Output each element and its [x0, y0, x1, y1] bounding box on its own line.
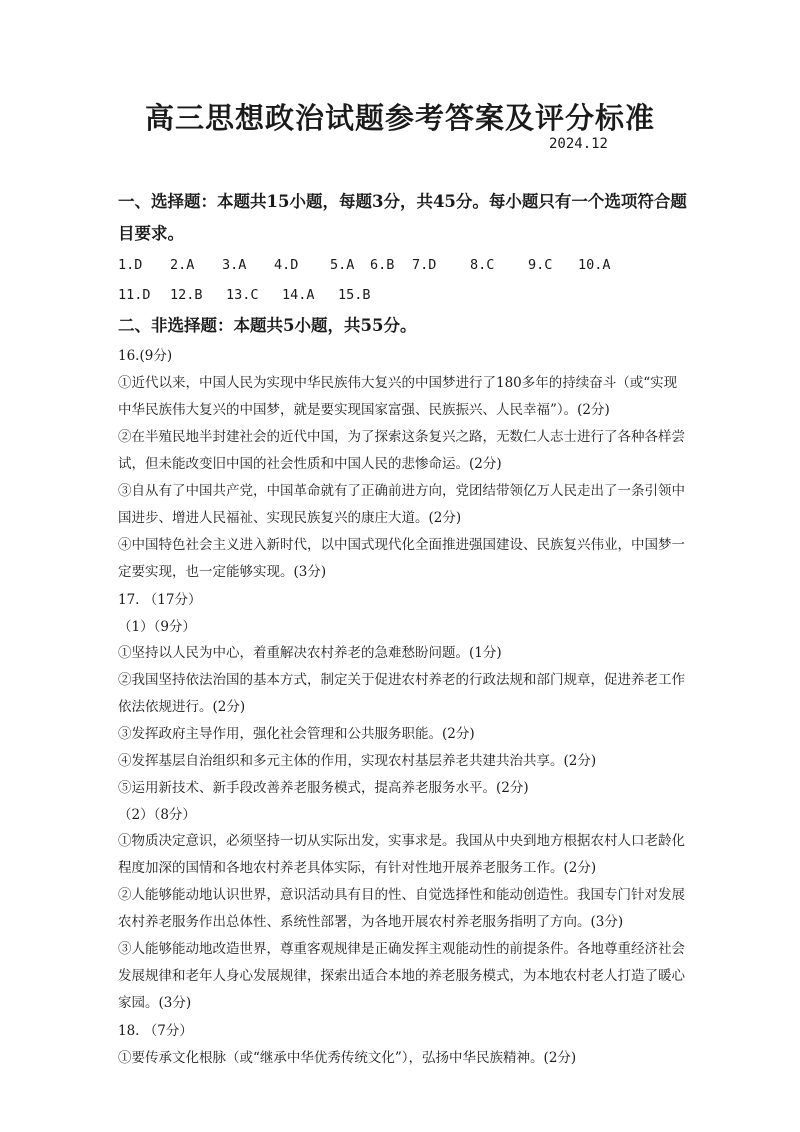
answer-point: ①物质决定意识，必须坚持一切从实际出发，实事求是。我国从中央到地方根据农村人口老龄化程度加深的国情和各地农村养老具体实际，有针对性地开展养老服务工作。(2分) [118, 833, 685, 876]
exam-date: 2024.12 [548, 136, 608, 152]
question-18-title: 18. （7分） [118, 1023, 193, 1039]
answer-point: ③自从有了中国共产党，中国革命就有了正确前进方向，党团结带领亿万人民走出了一条引领中国进步、增进人民福祉、实现民族复兴的康庄大道。(2分) [118, 483, 685, 526]
question-16-title: 16.(9分) [118, 348, 173, 364]
answer-item: 9.C [528, 257, 553, 273]
answer-row-2 [118, 280, 690, 310]
answer-item: 8.C [470, 257, 495, 273]
answer-item: 2.A [170, 257, 195, 273]
answer-content [118, 186, 690, 1072]
answer-point: ①要传承文化根脉（或“继承中华优秀传统文化”），弘扬中华民族精神。(2分) [118, 1050, 577, 1066]
answer-item: 4.D [274, 257, 299, 273]
question-17-part2-title: （2）（8分） [118, 807, 196, 823]
section2-heading: 二、非选择题：本题共5小题，共55分。 [118, 316, 417, 335]
answer-point: ⑤运用新技术、新手段改善养老服务模式，提高养老服务水平。(2分) [118, 780, 529, 796]
answer-point: ③人能够能动地改造世界，尊重客观规律是正确发挥主观能动性的前提条件。各地尊重经济社会发展规律和老年人身心发展规律，探索出适合本地的养老服务模式，为本地农村老人打造了暖心家园。(3分) [118, 941, 685, 1011]
question-17-title: 17. （17分） [118, 592, 202, 608]
answer-item: 12.B [170, 287, 203, 303]
question-17-part1-title: （1）（9分） [118, 619, 196, 635]
answer-item: 15.B [338, 287, 371, 303]
answer-item: 10.A [578, 257, 611, 273]
answer-item: 6.B [370, 257, 395, 273]
answer-item: 1.D [118, 257, 143, 273]
answer-point: ②在半殖民地半封建社会的近代中国，为了探索这条复兴之路，无数仁人志士进行了各种各样尝试，但未能改变旧中国的社会性质和中国人民的悲惨命运。(2分) [118, 429, 685, 472]
answer-item: 14.A [282, 287, 315, 303]
answer-item: 13.C [226, 287, 259, 303]
answer-row-1 [118, 250, 690, 280]
answer-item: 7.D [412, 257, 437, 273]
answer-point: ④发挥基层自治组织和多元主体的作用，实现农村基层养老共建共治共享。(2分) [118, 753, 597, 769]
page-title: 高三思想政治试题参考答案及评分标准 [144, 101, 655, 135]
answer-point: ②我国坚持依法治国的基本方式，制定关于促进农村养老的行政法规和部门规章，促进养老工作依法依规进行。(2分) [118, 672, 685, 715]
answer-point: ④中国特色社会主义进入新时代，以中国式现代化全面推进强国建设、民族复兴伟业，中国梦一定要实现，也一定能够实现。(3分) [118, 537, 685, 580]
answer-point: ①坚持以人民为中心，着重解决农村养老的急难愁盼问题。(1分) [118, 645, 502, 661]
answer-item: 3.A [222, 257, 247, 273]
section1-heading: 一、选择题：本题共15小题，每题3分，共45分。每小题只有一个选项符合题目要求。 [118, 192, 687, 243]
answer-point: ①近代以来，中国人民为实现中华民族伟大复兴的中国梦进行了180多年的持续奋斗（或“实现中华民族伟大复兴的中国梦，就是要实现国家富强、民族振兴、人民幸福”）。(2分) [118, 375, 678, 418]
answer-point: ②人能够能动地认识世界，意识活动具有目的性、自觉选择性和能动创造性。我国专门针对发展农村养老服务作出总体性、系统性部署，为各地开展农村养老服务指明了方向。(3分) [118, 887, 685, 930]
answer-item: 5.A [330, 257, 355, 273]
answer-item: 11.D [118, 287, 151, 303]
answer-point: ③发挥政府主导作用，强化社会管理和公共服务职能。(2分) [118, 726, 475, 742]
